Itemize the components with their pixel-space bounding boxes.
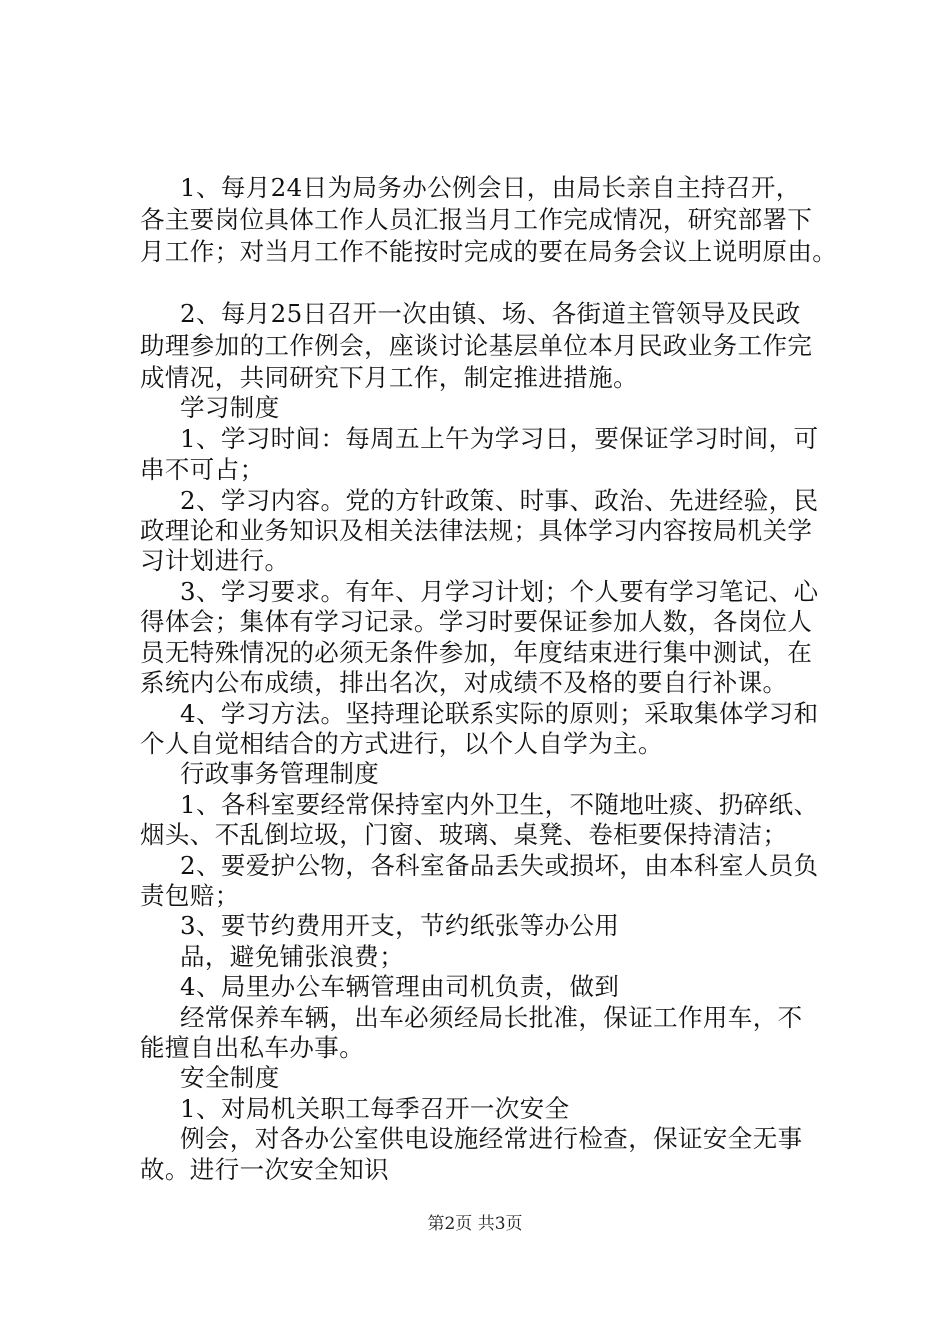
text-line: 故。进行一次安全知识 xyxy=(140,1155,389,1184)
section-heading: 行政事务管理制度 xyxy=(180,759,380,788)
text-line: 得体会；集体有学习记录。学习时要保证参加人数，各岗位人 xyxy=(140,607,813,636)
text-line: 3、学习要求。有年、月学习计划；个人要有学习笔记、心 xyxy=(180,577,819,606)
text-line: 责包赔； xyxy=(140,881,240,910)
text-line: 系统内公布成绩，排出名次，对成绩不及格的要自行补课。 xyxy=(140,668,788,697)
text-line: 例会，对各办公室供电设施经常进行检查，保证安全无事 xyxy=(180,1124,803,1153)
text-line: 员无特殊情况的必须无条件参加，年度结束进行集中测试，在 xyxy=(140,638,813,667)
text-line: 4、局里办公车辆管理由司机负责，做到 xyxy=(180,972,620,1001)
text-line: 品，避免铺张浪费； xyxy=(180,942,405,971)
text-line: 3、要节约费用开支，节约纸张等办公用 xyxy=(180,911,620,940)
text-line: 4、学习方法。坚持理论联系实际的原则；采取集体学习和 xyxy=(180,699,819,728)
text-line: 2、学习内容。党的方针政策、时事、政治、先进经验，民 xyxy=(180,486,819,515)
text-line: 烟头、不乱倒垃圾，门窗、玻璃、桌凳、卷柜要保持清洁； xyxy=(140,820,788,849)
text-line: 成情况，共同研究下月工作，制定推进措施。 xyxy=(140,363,638,392)
text-line: 月工作；对当月工作不能按时完成的要在局务会议上说明原由。 xyxy=(140,237,838,266)
text-line: 能擅自出私车办事。 xyxy=(140,1033,365,1062)
text-line: 助理参加的工作例会，座谈讨论基层单位本月民政业务工作完 xyxy=(140,331,813,360)
text-line: 串不可占； xyxy=(140,455,265,484)
text-line: 习计划进行。 xyxy=(140,546,290,575)
text-line: 1、各科室要经常保持室内外卫生，不随地吐痰、扔碎纸、 xyxy=(180,790,819,819)
text-line: 经常保养车辆，出车必须经局长批准，保证工作用车，不 xyxy=(180,1003,803,1032)
text-line: 2、每月25日召开一次由镇、场、各街道主管领导及民政 xyxy=(180,299,801,328)
page-number-footer: 第2页 共3页 xyxy=(427,1214,523,1234)
text-line: 政理论和业务知识及相关法律法规；具体学习内容按局机关学 xyxy=(140,516,813,545)
text-line: 1、每月24日为局务办公例会日，由局长亲自主持召开， xyxy=(180,173,801,202)
text-line: 个人自觉相结合的方式进行，以个人自学为主。 xyxy=(140,729,663,758)
text-line: 各主要岗位具体工作人员汇报当月工作完成情况，研究部署下 xyxy=(140,205,813,234)
section-heading: 学习制度 xyxy=(180,393,280,422)
text-line: 1、对局机关职工每季召开一次安全 xyxy=(180,1094,570,1123)
text-line: 1、学习时间：每周五上午为学习日，要保证学习时间，可 xyxy=(180,424,819,453)
section-heading: 安全制度 xyxy=(180,1063,280,1092)
text-line: 2、要爱护公物，各科室备品丢失或损坏，由本科室人员负 xyxy=(180,851,819,880)
